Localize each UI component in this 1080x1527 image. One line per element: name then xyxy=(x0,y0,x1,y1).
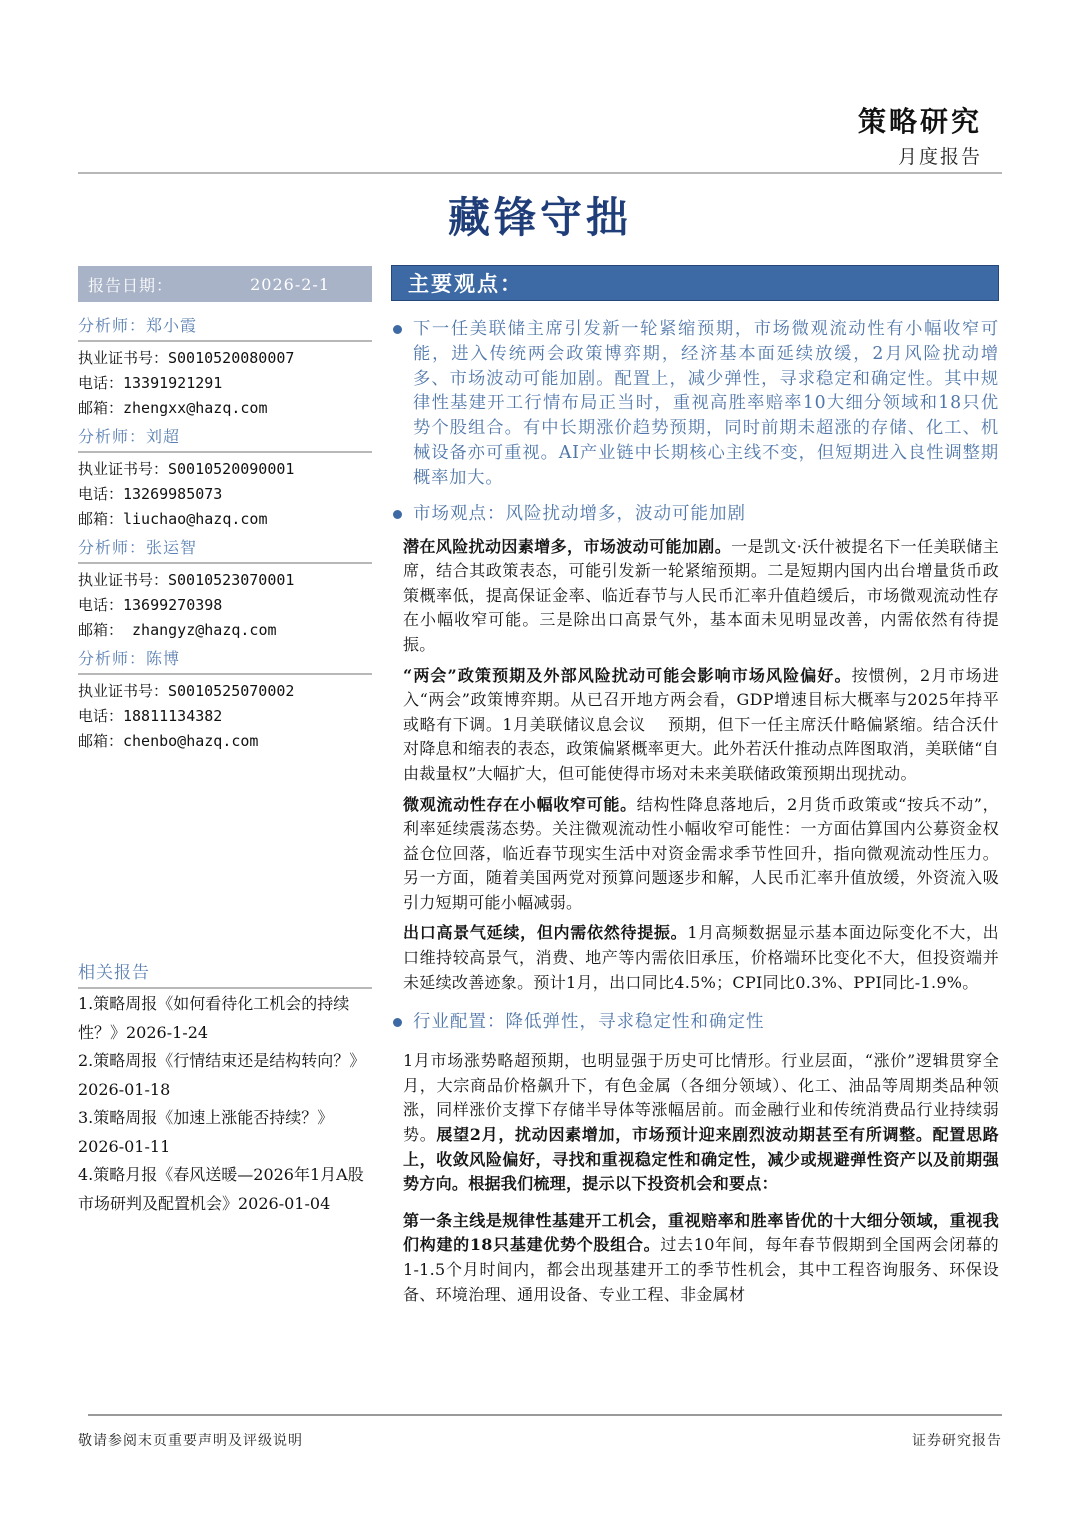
analyst-cert: 执业证书号：S0010520080007 xyxy=(78,349,295,367)
analyst-email[interactable]: 邮箱：zhengxx@hazq.com xyxy=(78,399,268,417)
analyst-phone: 电话：13391921291 xyxy=(78,374,223,392)
report-header xyxy=(858,104,982,170)
paragraph-body: 一是凯文·沃什被提名下一任美联储主席，结合其政策表态，可能引发新一轮紧缩预期。二是短期内国内出台增量货币政策概率低，提高保证金率、临近春节与人民币汇率升值趋缓后，市场微观流动性存在小幅收窄可能。三是除出口高景气外，基本面未见明显改善，内需依然有待提振。 xyxy=(403,536,999,654)
related-report-item[interactable]: 1.策略周报《如何看待化工机会的持续性？》2026-1-24 xyxy=(78,994,350,1042)
bullet-icon xyxy=(393,1018,402,1027)
right-column xyxy=(391,265,999,1307)
analyst-email[interactable]: 邮箱：chenbo@hazq.com xyxy=(78,732,259,750)
paragraph-body: 过去10年间，每年春节假期到全国两会闭幕的1-1.5个月时间内，都会出现基建开工的季节性机会，其中工程咨询服务、环保设备、环境治理、通用设备、专业工程、非金属材 xyxy=(403,1235,999,1304)
related-report-item[interactable]: 4.策略月报《春风送暖—2026年1月A股市场研判及配置机会》2026-01-04 xyxy=(78,1165,364,1213)
related-report-item[interactable]: 3.策略周报《加速上涨能否持续？》2026-01-11 xyxy=(78,1108,334,1156)
related-report-item[interactable]: 2.策略周报《行情结束还是结构转向？》2026-01-18 xyxy=(78,1051,366,1099)
left-column xyxy=(78,266,372,754)
footer-disclaimer: 敬请参阅末页重要声明及评级说明 xyxy=(78,1433,303,1449)
paragraph-lead: 出口高景气延续，但内需依然待提振。 xyxy=(403,923,688,943)
related-reports-list xyxy=(78,990,374,1218)
key-points-header: 主要观点： xyxy=(391,265,999,301)
paragraph-lead: 微观流动性存在小幅收窄可能。 xyxy=(403,794,637,814)
bullet-icon xyxy=(393,510,402,519)
paragraph xyxy=(391,535,999,658)
analyst-phone: 电话：18811134382 xyxy=(78,707,223,725)
analyst-block xyxy=(78,536,372,643)
report-date-label: 报告日期： xyxy=(88,275,174,295)
summary-text: 下一任美联储主席引发新一轮紧缩预期，市场微观流动性有小幅收窄可能，进入传统两会政策博弈期，经济基本面延续放缓，2月风险扰动增多、市场波动可能加剧。配置上，减少弹性，寻求稳定和确定性。其中规律性基建开工行情布局正当时，重视高胜率赔率10大细分领域和18只优势个股组合。有中长期涨价趋势预期，同时前期未超涨的存储、化工、机械设备亦可重视。AI产业链中长期核心主线不变，但短期进入良性调整期概率加大。 xyxy=(413,319,999,488)
analyst-cert: 执业证书号：S0010523070001 xyxy=(78,571,295,589)
paragraph-body-cont: 预期，但下一任主席沃什略偏紧缩。结合沃什对降息和缩表的表态，政策偏紧概率更大。此外若沃什推动点阵图取消，美联储“自由裁量权”大幅扩大，但可能使得市场对未来美联储政策预期出现扰动。 xyxy=(403,714,999,783)
analyst-block xyxy=(78,314,372,421)
related-reports-title: 相关报告 xyxy=(78,958,372,989)
paragraph-body: 结构性降息落地后，2月货币政策或“按兵不动”，利率延续震荡态势。关注微观流动性小幅收窄可能性：一方面估算国内公募资金权益仓位回落，临近春节现实生活中对资金需求季节性回升，指向微观流动性压力。另一方面，随着美国两党对预算问题逐步和解，人民币汇率升值放缓，外资流入吸引力短期可能小幅减弱。 xyxy=(403,794,999,912)
paragraph xyxy=(391,1209,999,1307)
analyst-block xyxy=(78,425,372,532)
paragraph xyxy=(391,1049,999,1197)
paragraph-body: 按惯例，2月市场进入“两会”政策博弈期。从已召开地方两会看，GDP增速目标大概率与2025年持平或略有下调。1月美联储议息会议 xyxy=(403,665,999,734)
analyst-phone: 电话：13269985073 xyxy=(78,485,223,503)
paragraph-body: 1月高频数据显示基本面边际变化不大，出口维持较高景气，消费、地产等内需依旧承压，价格端环比变化不大，但投资端并未延续改善迹象。预计1月，出口同比4.5%；CPI同比0.3%、PPI同比-1.9%。 xyxy=(403,923,999,992)
analyst-email[interactable]: 邮箱： zhangyz@hazq.com xyxy=(78,621,277,639)
market-view-heading-text: 市场观点：风险扰动增多，波动可能加剧 xyxy=(413,503,746,524)
paragraph xyxy=(391,921,999,995)
analyst-phone: 电话：13699270398 xyxy=(78,596,223,614)
paragraph-lead: 第一条主线是规律性基建开工机会，重视赔率和胜率皆优的十大细分领域，重视我们构建的18只基建优势个股组合。 xyxy=(403,1210,999,1255)
paragraph-lead: “两会”政策预期及外部风险扰动可能会影响市场风险偏好。 xyxy=(403,665,852,685)
key-points-summary xyxy=(391,317,999,491)
report-title: 藏锋守拙 xyxy=(447,193,632,242)
header-divider xyxy=(78,172,1002,174)
paragraph xyxy=(391,793,999,916)
analyst-email[interactable]: 邮箱：liuchao@hazq.com xyxy=(78,510,268,528)
report-date-bar xyxy=(78,266,372,302)
industry-allocation-heading xyxy=(391,1009,999,1035)
footer-label: 证券研究报告 xyxy=(912,1433,1002,1449)
analyst-name: 分析师：郑小霞 xyxy=(78,314,372,342)
industry-heading-text: 行业配置：降低弹性，寻求稳定性和确定性 xyxy=(413,1012,765,1033)
report-date-value: 2026-2-1 xyxy=(250,274,330,294)
analyst-name: 分析师：陈博 xyxy=(78,647,372,675)
market-view-heading xyxy=(391,501,999,527)
report-category: 策略研究 xyxy=(857,105,982,138)
paragraph-lead: 潜在风险扰动因素增多，市场波动可能加剧。 xyxy=(403,536,732,556)
paragraph xyxy=(391,664,999,787)
analyst-block xyxy=(78,647,372,754)
report-type: 月度报告 xyxy=(897,146,982,168)
analyst-cert: 执业证书号：S0010525070002 xyxy=(78,682,295,700)
bullet-icon xyxy=(393,325,402,334)
paragraph-lead: 展望2月，扰动因素增加，市场预计迎来剧烈波动期甚至有所调整。配置思路上，收敛风险偏好，寻找和重视稳定性和确定性，减少或规避弹性资产以及前期强势方向。根据我们梳理，提示以下投资机会和要点： xyxy=(403,1125,999,1194)
analyst-cert: 执业证书号：S0010520090001 xyxy=(78,460,295,478)
paragraph-body: 1月市场涨势略超预期，也明显强于历史可比情形。行业层面，“涨价”逻辑贯穿全月，大宗商品价格飙升下，有色金属（各细分领域）、化工、油品等周期类品种领涨，同样涨价支撑下存储半导体等涨幅居前。而金融行业和传统消费品行业持续弱势。 xyxy=(403,1051,999,1145)
analyst-name: 分析师：张运智 xyxy=(78,536,372,564)
analyst-name: 分析师：刘超 xyxy=(78,425,372,453)
footer-divider xyxy=(88,1414,1002,1416)
